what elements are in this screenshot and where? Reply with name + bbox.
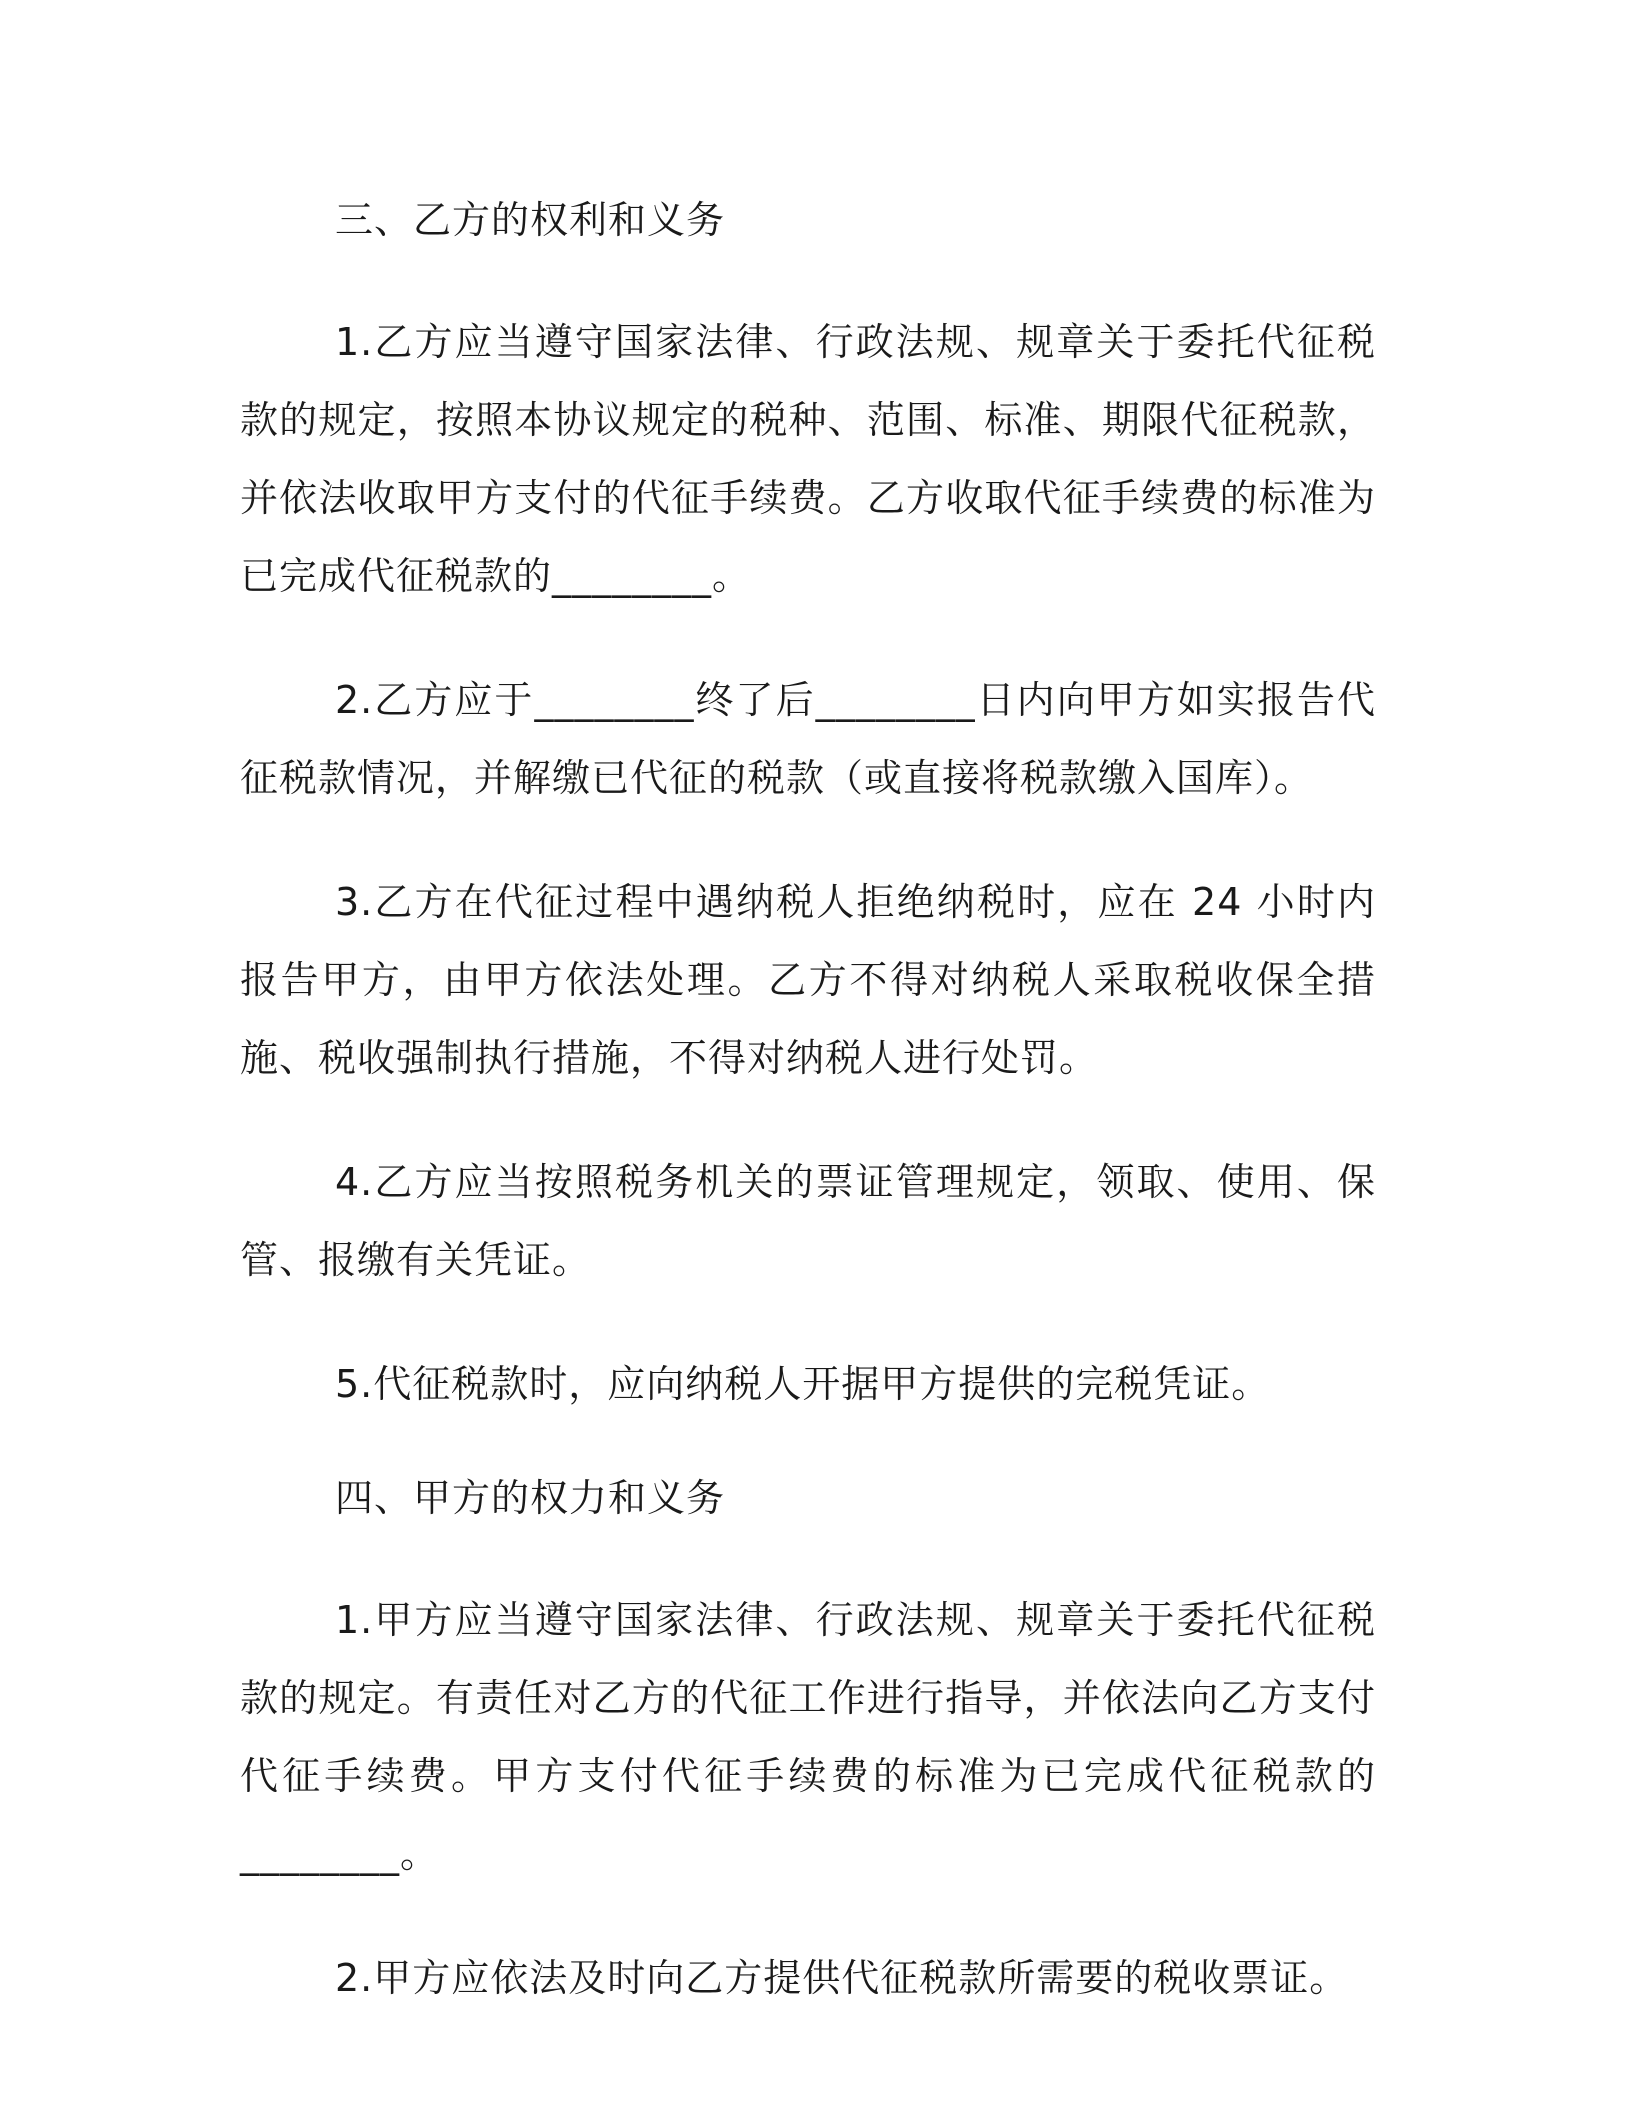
section-3-item-2: 2.乙方应于________终了后________日内向甲方如实报告代征税款情况，并解缴已代征的税款（或直接将税款缴入国库）。 bbox=[240, 678, 1376, 800]
section-3-heading: 三、乙方的权利和义务 bbox=[335, 198, 726, 242]
document-body bbox=[240, 185, 1376, 2063]
section-4-item-2: 2.甲方应依法及时向乙方提供代征税款所需要的税收票证。 bbox=[335, 1956, 1349, 2000]
section-3-item-3: 3.乙方在代征过程中遇纳税人拒绝纳税时，应在 24 小时内报告甲方，由甲方依法处理。乙方不得对纳税人采取税收保全措施、税收强制执行措施，不得对纳税人进行处罚。 bbox=[240, 880, 1376, 1080]
section-3-item-1: 1.乙方应当遵守国家法律、行政法规、规章关于委托代征税款的规定，按照本协议规定的税种、范围、标准、期限代征税款，并依法收取甲方支付的代征手续费。乙方收取代征手续费的标准为已完成代征税款的________。 bbox=[240, 320, 1376, 598]
section-4-heading: 四、甲方的权力和义务 bbox=[335, 1476, 726, 1520]
section-4-item-1: 1.甲方应当遵守国家法律、行政法规、规章关于委托代征税款的规定。有责任对乙方的代征工作进行指导，并依法向乙方支付代征手续费。甲方支付代征手续费的标准为已完成代征税款的________。 bbox=[240, 1598, 1376, 1876]
section-3-item-5: 5.代征税款时，应向纳税人开据甲方提供的完税凭证。 bbox=[335, 1362, 1271, 1406]
section-3-item-4: 4.乙方应当按照税务机关的票证管理规定，领取、使用、保管、报缴有关凭证。 bbox=[240, 1160, 1376, 1282]
